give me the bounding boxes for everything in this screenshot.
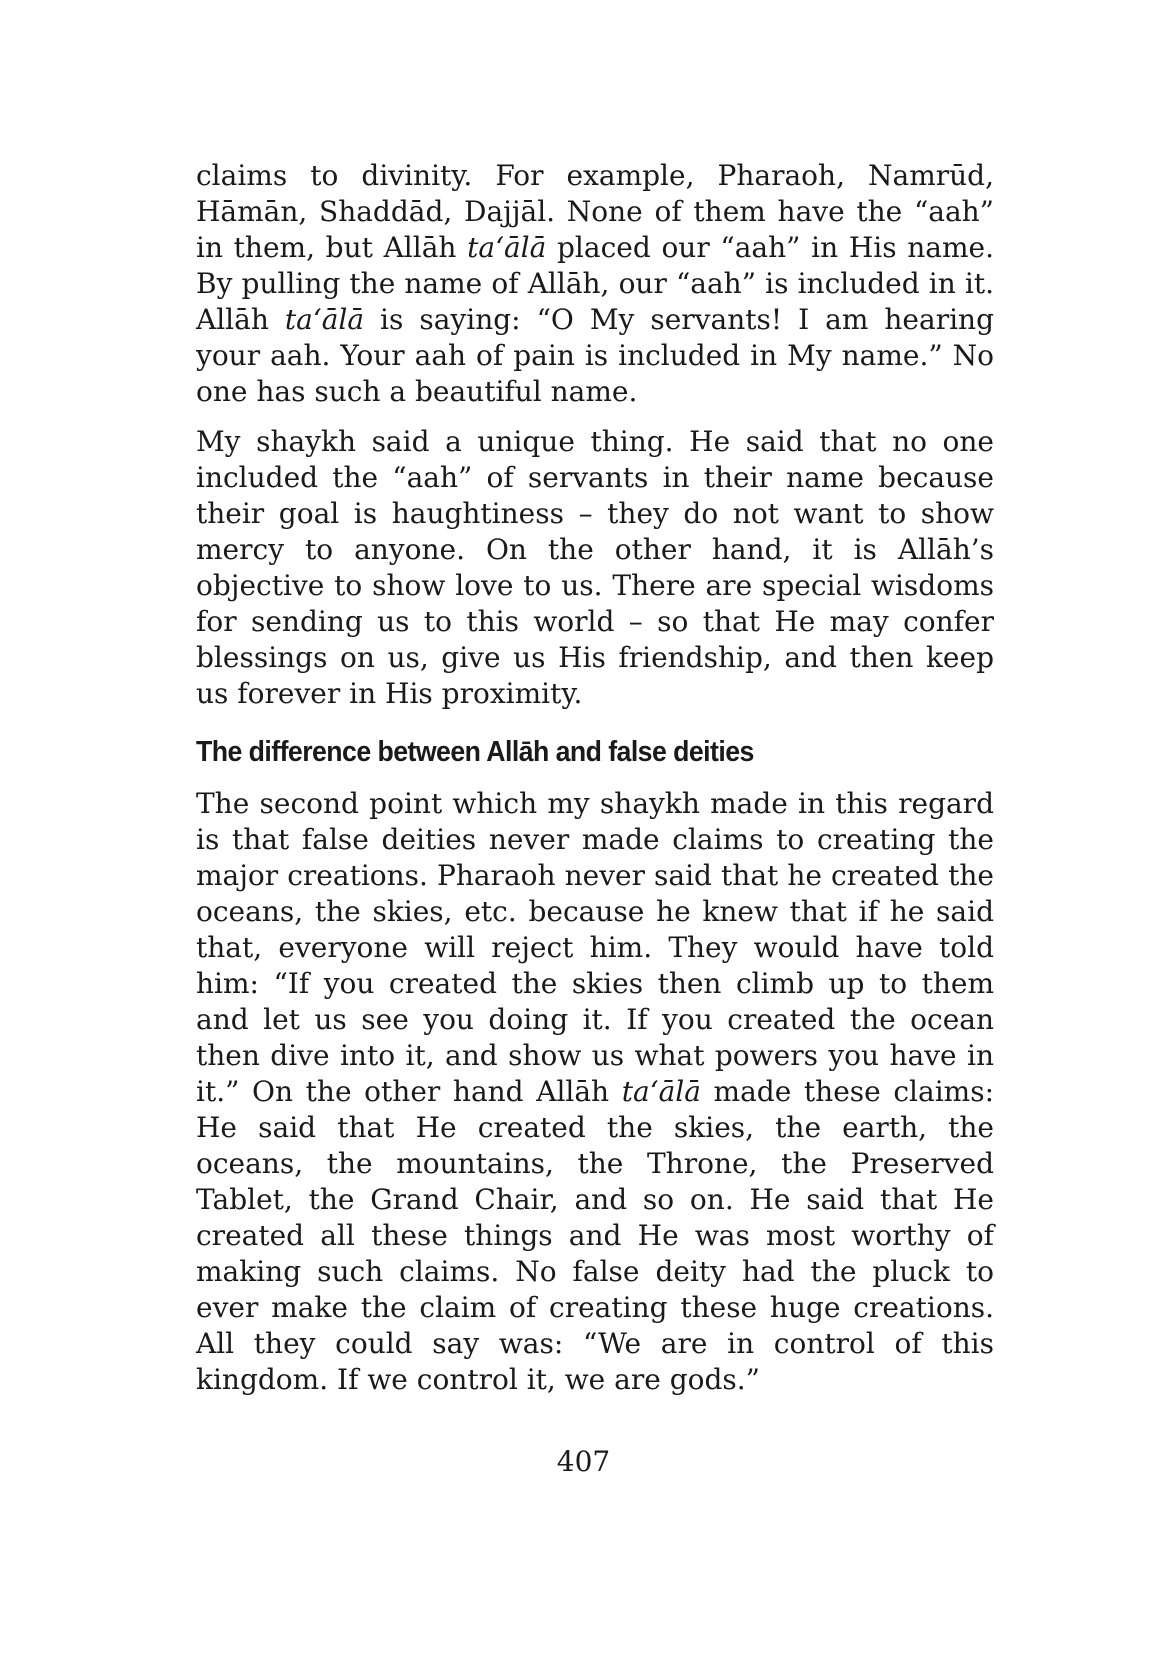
- section-heading: The difference between Allāh and false deities: [196, 736, 754, 768]
- paragraph-3-text-a: The second point which my shaykh made in this regard is that false deities never made claims to creating the major creations. Pharaoh never said that he created the oceans, the skies, etc. because he knew that if he said that, everyone will reject him. They would have told him: “If you created the skies then climb up to them and let us see you doing it. If you created the ocean then dive into it, and show us what powers you have in it.” On the other hand Allāh: [196, 787, 994, 1108]
- paragraph-2: My shaykh said a unique thing. He said that no one included the “aah” of servants in their name because their goal is haughtiness – they do not want to show mercy to anyone. On the other hand, it is Allāh’s objective to show love to us. There are special wisdoms for sending us to this world – so that He may confer blessings on us, give us His friendship, and then keep us forever in His proximity.: [196, 425, 994, 710]
- paragraph-3-italic-a: ta‘ālā: [621, 1075, 701, 1108]
- paragraph-1-italic-b: ta‘ālā: [284, 303, 365, 336]
- page-number: 407: [556, 1445, 611, 1478]
- paragraph-1-text-c: is saying: “O My servants! I am hearing your aah. Your aah of pain is included in My name.” No one has such a beautiful name.: [196, 303, 994, 408]
- paragraph-1: [196, 158, 994, 410]
- paragraph-3-text-b: made these claims: He said that He created the skies, the earth, the oceans, the mountains, the Throne, the Preserved Tablet, the Grand Chair, and so on. He said that He created all these things and He was most worthy of making such claims. No false deity had the pluck to ever make the claim of creating these huge creations. All they could say was: “We are in control of this kingdom. If we control it, we are gods.”: [196, 1075, 995, 1396]
- page-body: [196, 158, 994, 1412]
- paragraph-3: [196, 786, 994, 1398]
- paragraph-1-italic-a: ta‘ālā: [467, 231, 547, 264]
- paragraph-1-text-b: placed our “aah” in His name. By pulling the name of Allāh, our “aah” is included in it. Allāh: [196, 231, 994, 336]
- paragraph-1-text-a: claims to divinity. For example, Pharaoh, Namrūd, Hāmān, Shaddād, Dajjāl. None of them have the “aah” in them, but Allāh: [196, 159, 994, 264]
